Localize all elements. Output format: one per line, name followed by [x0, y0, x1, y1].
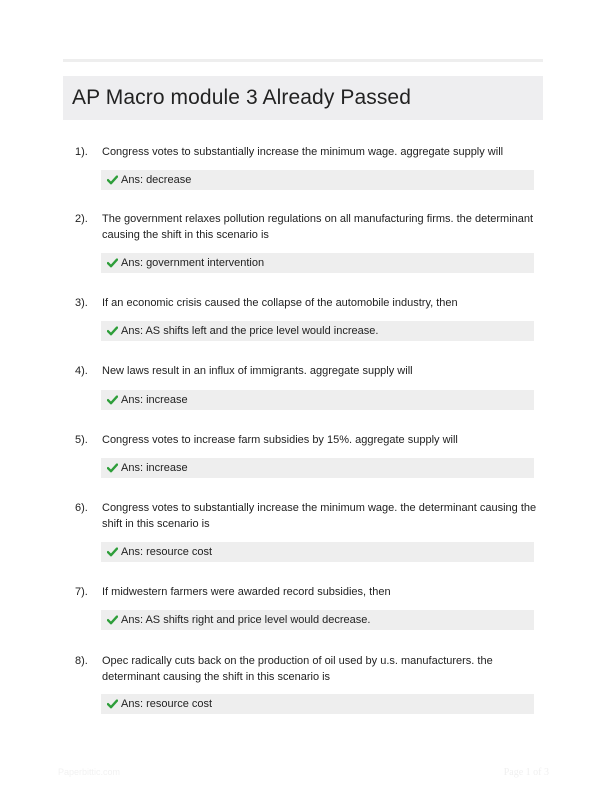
check-icon	[107, 699, 118, 709]
question-item	[75, 295, 543, 311]
check-icon	[107, 395, 118, 405]
answer-box	[101, 694, 534, 714]
question-text: Congress votes to increase farm subsidies by 15%. aggregate supply will	[102, 434, 458, 446]
question-text: New laws result in an influx of immigrants. aggregate supply will	[102, 365, 413, 377]
check-icon	[107, 615, 118, 625]
question-number: 6).	[75, 502, 88, 514]
question-number: 4).	[75, 365, 88, 377]
answer-text: Ans: government intervention	[121, 257, 265, 269]
check-icon	[107, 463, 118, 473]
answer-box	[101, 610, 534, 630]
answer-text: Ans: resource cost	[121, 698, 213, 710]
footer-watermark: Paperbittic.com	[58, 767, 121, 777]
question-item	[75, 211, 543, 243]
question-number: 3).	[75, 297, 88, 309]
question-text: Congress votes to substantially increase the minimum wage. aggregate supply will	[102, 146, 504, 158]
page-title: AP Macro module 3 Already Passed	[72, 86, 411, 109]
answer-text: Ans: decrease	[121, 174, 192, 186]
question-item	[75, 363, 543, 379]
answer-text: Ans: resource cost	[121, 546, 213, 558]
check-icon	[107, 175, 118, 185]
question-number: 2).	[75, 213, 88, 225]
question-item	[75, 432, 543, 448]
answer-box	[101, 321, 534, 341]
check-icon	[107, 326, 118, 336]
answer-text: Ans: increase	[121, 394, 188, 406]
question-text: If an economic crisis caused the collapse of the automobile industry, then	[102, 297, 458, 309]
top-divider	[63, 59, 543, 62]
answer-box	[101, 542, 534, 562]
question-text: Congress votes to substantially increase the minimum wage. the determinant causing the shift in this scenario is	[102, 502, 537, 530]
question-item	[75, 144, 543, 160]
question-number: 7).	[75, 586, 88, 598]
page-number: Page 1 of 3	[503, 767, 549, 778]
question-text: The government relaxes pollution regulations on all manufacturing firms. the determinant causing the shift in this scenario is	[102, 213, 534, 241]
answer-text: Ans: increase	[121, 462, 188, 474]
question-number: 1).	[75, 146, 88, 158]
title-banner	[63, 76, 543, 120]
question-item	[75, 500, 543, 532]
question-item	[75, 584, 543, 600]
check-icon	[107, 547, 118, 557]
question-text: If midwestern farmers were awarded record subsidies, then	[102, 586, 391, 598]
question-number: 5).	[75, 434, 88, 446]
check-icon	[107, 258, 118, 268]
question-number: 8).	[75, 655, 88, 667]
answer-box	[101, 170, 534, 190]
answer-text: Ans: AS shifts left and the price level would increase.	[121, 325, 379, 337]
answer-box	[101, 253, 534, 273]
question-item	[75, 653, 543, 685]
question-text: Opec radically cuts back on the production of oil used by u.s. manufacturers. the determinant causing the shift in this scenario is	[102, 655, 493, 683]
answer-box	[101, 390, 534, 410]
answer-box	[101, 458, 534, 478]
answer-text: Ans: AS shifts right and price level would decrease.	[121, 614, 371, 626]
